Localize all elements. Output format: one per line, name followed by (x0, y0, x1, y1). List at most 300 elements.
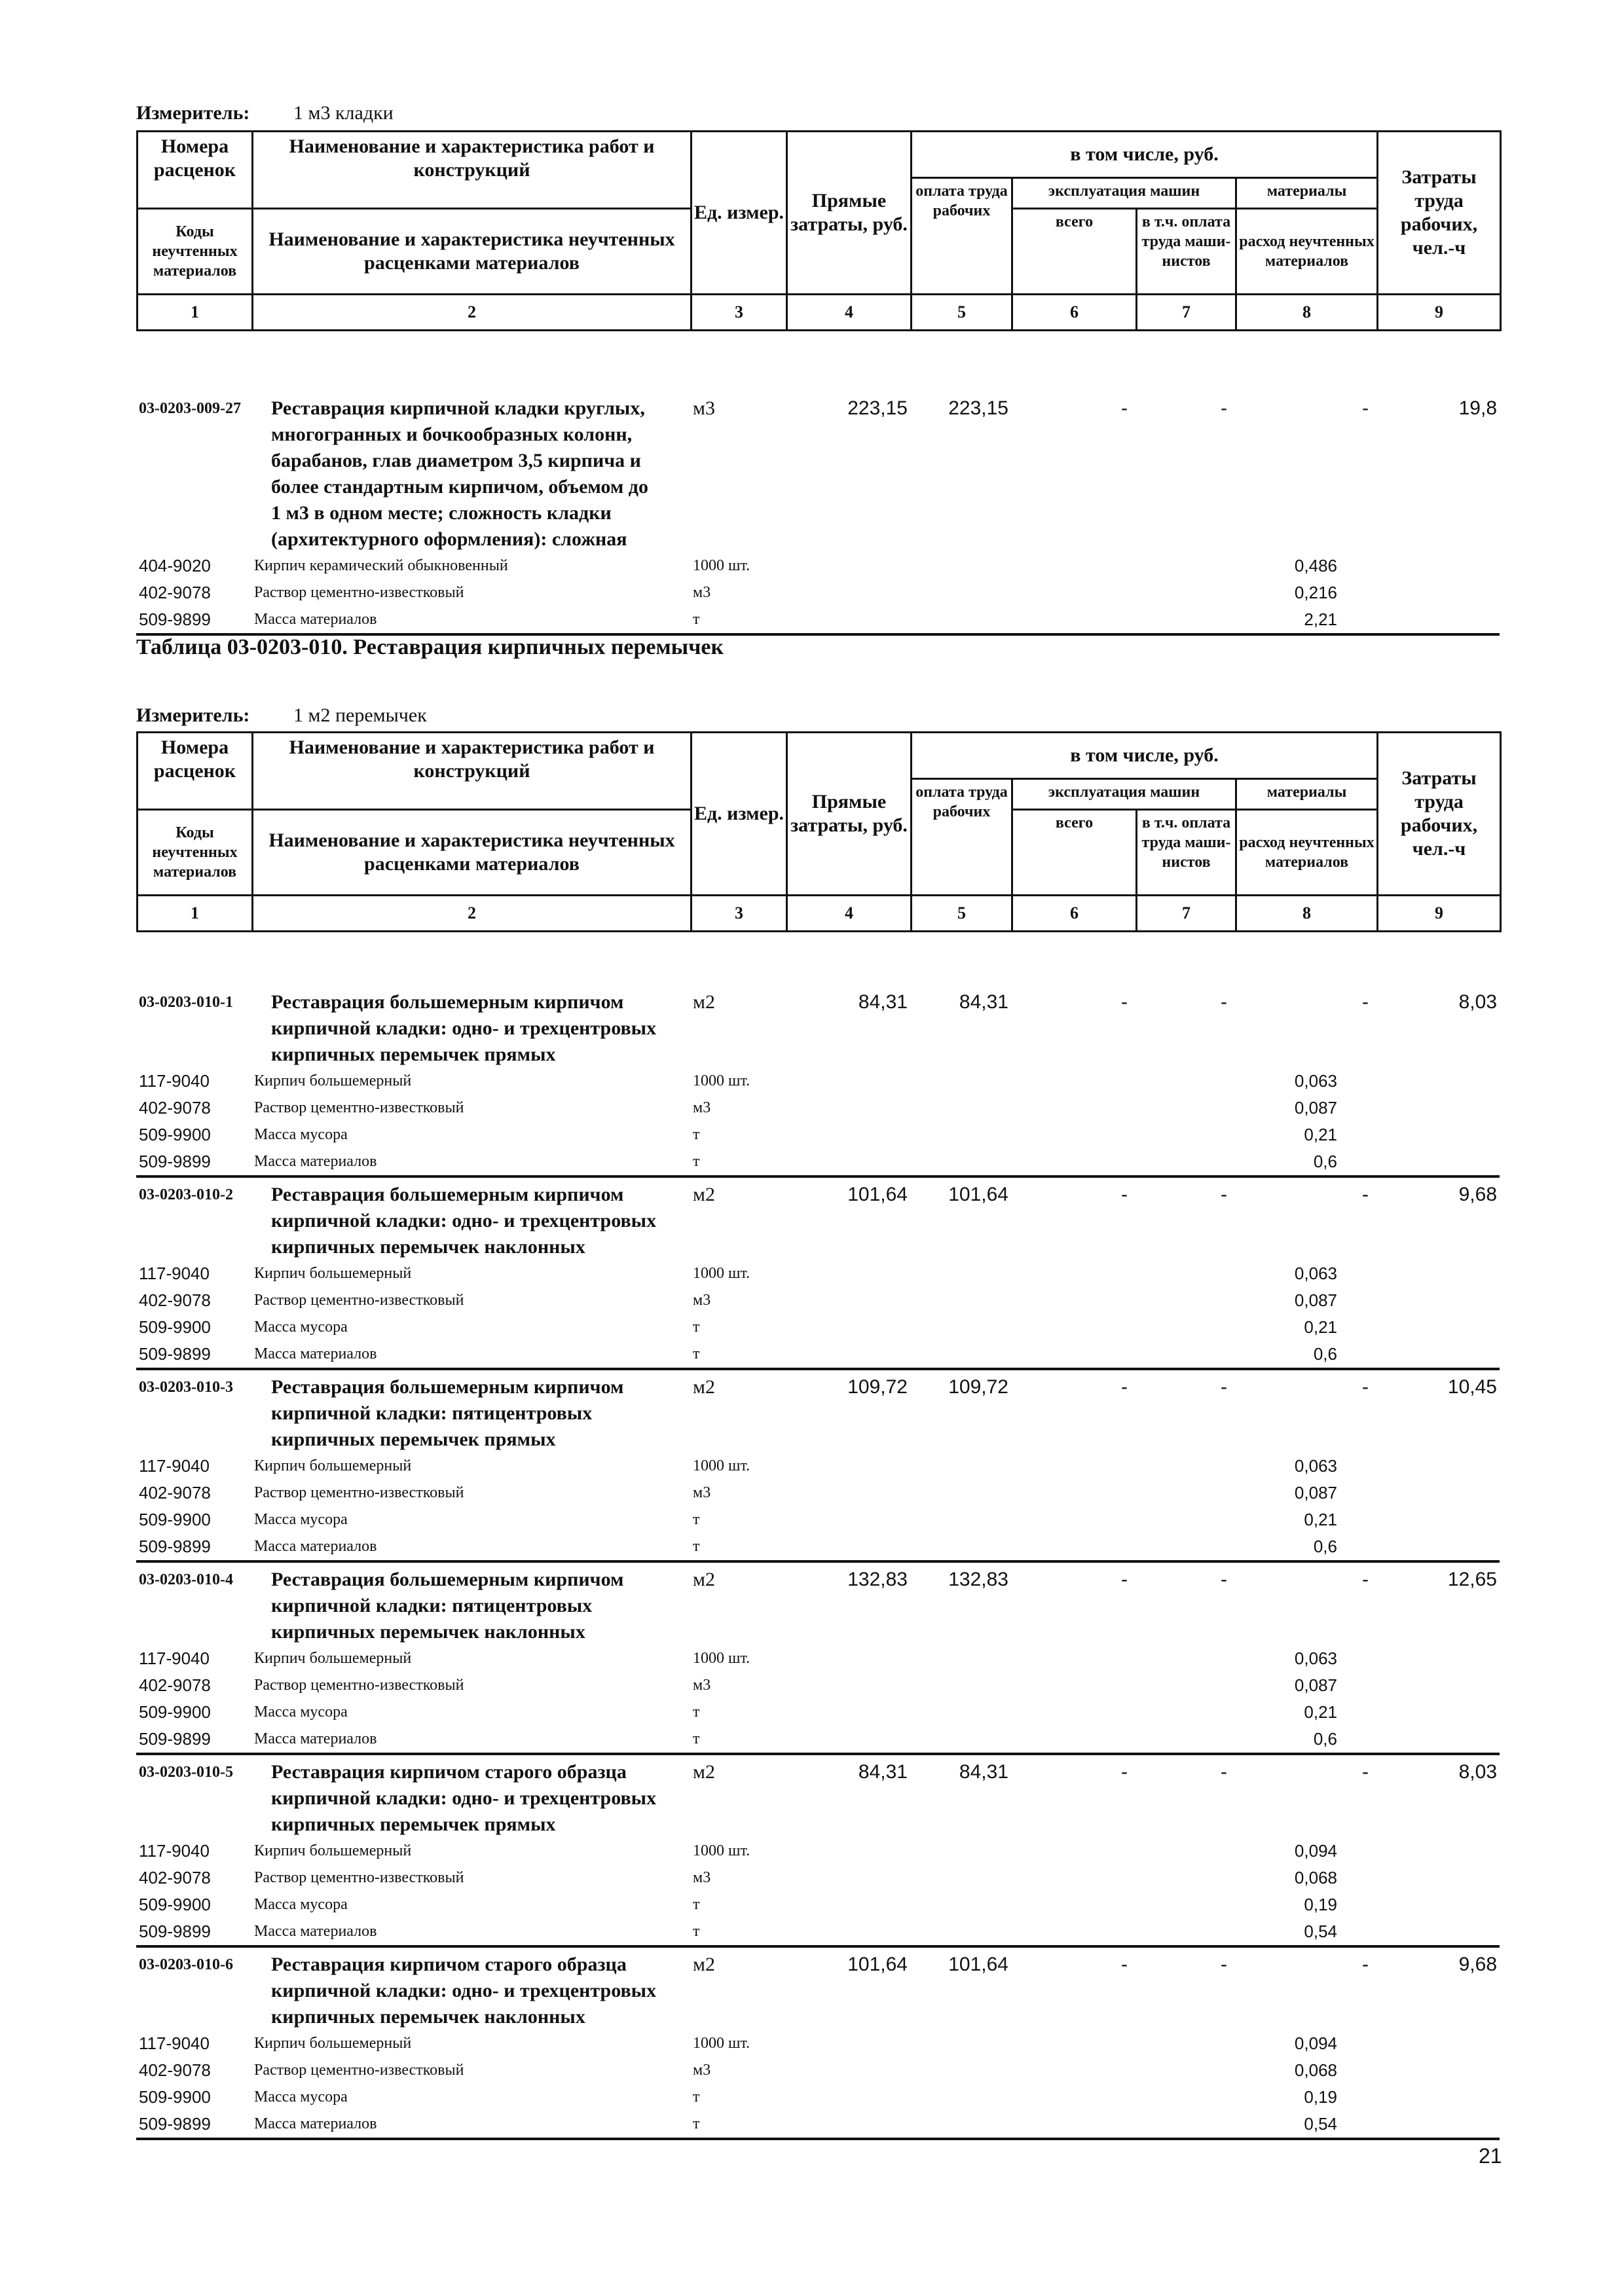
empty-cell (786, 1480, 910, 1506)
machines-total: - (1121, 1954, 1128, 1975)
header-codes: Коды неучтенных материалов (138, 810, 253, 896)
empty-cell (786, 553, 910, 579)
unit: м2 (693, 1761, 715, 1783)
material-code: 117-9040 (139, 1649, 210, 1668)
empty-cell (910, 553, 1011, 579)
material-name: Масса материалов (254, 2115, 377, 2132)
material-row (136, 2111, 1500, 2139)
empty-cell (1376, 1260, 1500, 1287)
empty-cell (786, 2111, 910, 2139)
unit: м2 (693, 1954, 715, 1975)
material-row (136, 1287, 1500, 1314)
table-row (136, 985, 1500, 1068)
empty-cell (910, 1095, 1011, 1121)
material-code: 117-9040 (139, 1456, 210, 1476)
material-row (136, 1068, 1500, 1095)
material-row (136, 1341, 1500, 1369)
empty-cell (786, 1314, 910, 1341)
material-unit: м3 (693, 1869, 711, 1886)
empty-cell (1011, 553, 1135, 579)
material-name: Масса мусора (254, 1126, 348, 1143)
column-number: 5 (912, 295, 1012, 331)
material-quantity: 0,068 (1294, 2060, 1337, 2080)
empty-cell (1376, 1918, 1500, 1946)
empty-cell (1135, 1287, 1235, 1314)
empty-cell (1011, 1726, 1135, 1754)
header-including: в том числе, руб. (912, 733, 1378, 779)
material-unit: м3 (693, 1484, 711, 1501)
work-name: Реставрация кирпичом старого образца кирпичной кладки: одно- и трехцентровых кирпичных перемычек наклонных (271, 1954, 657, 2028)
material-quantity: 0,087 (1294, 1290, 1337, 1310)
material-name: Кирпич большемерный (254, 1457, 412, 1474)
material-unit: м3 (693, 584, 711, 601)
empty-cell (1135, 579, 1235, 606)
empty-cell (1011, 1068, 1135, 1095)
material-unit: т (693, 1511, 700, 1528)
header-unit: Ед. измер. (692, 132, 787, 295)
material-name: Раствор цементно-известковый (254, 1677, 464, 1694)
material-unit: т (693, 1126, 700, 1143)
material-code: 117-9040 (139, 1264, 210, 1283)
material-row (136, 1260, 1500, 1287)
direct-costs: 101,64 (847, 1184, 908, 1205)
material-quantity: 0,6 (1313, 1537, 1337, 1556)
material-code: 509-9899 (139, 1152, 211, 1171)
material-quantity: 0,21 (1304, 1317, 1337, 1337)
rate-code: 03-0203-010-4 (139, 1571, 233, 1588)
material-code: 402-9078 (139, 1675, 211, 1695)
empty-cell (910, 1891, 1011, 1918)
material-name: Раствор цементно-известковый (254, 1292, 464, 1309)
empty-cell (1011, 1838, 1135, 1865)
material-name: Раствор цементно-известковый (254, 1869, 464, 1886)
meter-value: 1 м2 перемычек (293, 704, 427, 726)
table-header (136, 130, 1502, 331)
empty-cell (1135, 1314, 1235, 1341)
table-header (136, 731, 1502, 932)
machines-total: - (1121, 1761, 1128, 1783)
material-row (136, 1314, 1500, 1341)
workers-pay: 101,64 (948, 1954, 1008, 1975)
material-code: 404-9020 (139, 556, 211, 575)
header-direct-costs: Прямые затраты, руб. (787, 132, 912, 295)
material-unit: м3 (693, 2062, 711, 2079)
empty-cell (910, 579, 1011, 606)
empty-cell (1135, 2111, 1235, 2139)
empty-cell (1376, 1068, 1500, 1095)
empty-cell (1011, 1918, 1135, 1946)
empty-cell (1376, 1453, 1500, 1480)
material-unit: 1000 шт. (693, 1457, 750, 1474)
work-name: Реставрация большемерным кирпичом кирпичной кладки: пятицентровых кирпичных перемычек наклонных (271, 1569, 624, 1643)
empty-cell (1135, 1645, 1235, 1672)
material-quantity: 0,087 (1294, 1098, 1337, 1118)
empty-cell (1376, 1121, 1500, 1148)
workers-pay: 223,15 (948, 397, 1008, 419)
meter-line-2 (136, 704, 427, 727)
empty-cell (910, 1314, 1011, 1341)
column-number: 1 (138, 896, 253, 932)
machinist-pay: - (1221, 1184, 1227, 1205)
data-table (136, 392, 1500, 636)
empty-cell (1011, 1453, 1135, 1480)
empty-cell (1011, 1260, 1135, 1287)
machines-total: - (1121, 1569, 1128, 1590)
work-name: Реставрация большемерным кирпичом кирпичной кладки: одно- и трехцентровых кирпичных перемычек наклонных (271, 1184, 657, 1258)
row-separator (136, 634, 1500, 636)
empty-cell (1135, 1699, 1235, 1726)
column-number: 4 (787, 896, 912, 932)
header-machines-total: всего (1012, 209, 1137, 295)
material-unit: т (693, 1319, 700, 1336)
empty-cell (786, 1726, 910, 1754)
empty-cell (1011, 1095, 1135, 1121)
empty-cell (786, 1287, 910, 1314)
empty-cell (786, 2084, 910, 2111)
empty-cell (1376, 1645, 1500, 1672)
empty-cell (1135, 1480, 1235, 1506)
header-workers-pay: оплата труда рабочих (912, 178, 1012, 295)
material-name: Кирпич большемерный (254, 1650, 412, 1667)
empty-cell (1135, 2057, 1235, 2084)
material-name: Масса мусора (254, 1319, 348, 1336)
material-name: Раствор цементно-известковый (254, 1099, 464, 1116)
empty-cell (1011, 2084, 1135, 2111)
empty-cell (786, 1260, 910, 1287)
column-number: 3 (692, 896, 787, 932)
material-quantity: 0,6 (1313, 1344, 1337, 1364)
material-code: 509-9899 (139, 1729, 211, 1749)
material-row (136, 606, 1500, 634)
row-separator (136, 2139, 1500, 2140)
material-code: 117-9040 (139, 1071, 210, 1091)
material-unit: 1000 шт. (693, 1650, 750, 1667)
workers-pay: 101,64 (948, 1184, 1008, 1205)
empty-cell (1011, 1645, 1135, 1672)
material-code: 402-9078 (139, 583, 211, 602)
workers-pay: 109,72 (948, 1376, 1008, 1398)
empty-cell (1135, 553, 1235, 579)
empty-cell (1011, 1533, 1135, 1561)
empty-cell (1011, 1287, 1135, 1314)
empty-cell (1011, 1891, 1135, 1918)
machines-total: - (1121, 1184, 1128, 1205)
material-quantity: 0,19 (1304, 1895, 1337, 1914)
unit: м2 (693, 1184, 715, 1205)
material-code: 509-9899 (139, 1537, 211, 1556)
rate-code: 03-0203-010-2 (139, 1186, 233, 1203)
empty-cell (1376, 2084, 1500, 2111)
separator-line (136, 634, 1500, 636)
empty-cell (910, 1453, 1011, 1480)
material-quantity: 0,54 (1304, 2114, 1337, 2134)
direct-costs: 132,83 (847, 1569, 908, 1590)
empty-cell (1376, 1480, 1500, 1506)
material-row (136, 1453, 1500, 1480)
table-row (136, 1178, 1500, 1260)
material-quantity: 0,068 (1294, 1868, 1337, 1887)
material-name: Раствор цементно-известковый (254, 1484, 464, 1501)
header-num-rates: Номера расценок (138, 733, 253, 810)
empty-cell (1376, 1314, 1500, 1341)
unit: м2 (693, 1569, 715, 1590)
header-machinist-pay: в т.ч. оплата труда маши-нистов (1137, 209, 1236, 295)
material-code: 117-9040 (139, 2033, 210, 2053)
empty-cell (1135, 1533, 1235, 1561)
material-row (136, 579, 1500, 606)
empty-cell (1376, 1341, 1500, 1369)
header-workers-pay: оплата труда рабочих (912, 779, 1012, 896)
machinist-pay: - (1221, 1569, 1227, 1590)
empty-cell (1376, 1672, 1500, 1699)
empty-cell (1011, 1865, 1135, 1891)
empty-cell (910, 1341, 1011, 1369)
labor-costs: 19,8 (1458, 397, 1497, 419)
material-code: 402-9078 (139, 1483, 211, 1503)
column-number: 9 (1378, 295, 1501, 331)
material-row (136, 1891, 1500, 1918)
column-number: 5 (912, 896, 1012, 932)
table-title: Таблица 03-0203-010. Реставрация кирпичных перемычек (136, 635, 724, 659)
material-quantity: 0,21 (1304, 1125, 1337, 1144)
materials-cost: - (1362, 991, 1369, 1013)
material-unit: м3 (693, 1677, 711, 1694)
material-unit: т (693, 1704, 700, 1721)
empty-cell (786, 2030, 910, 2057)
materials-cost: - (1362, 1376, 1369, 1398)
empty-cell (910, 2057, 1011, 2084)
material-unit: т (693, 1896, 700, 1913)
material-name: Масса материалов (254, 1153, 377, 1170)
material-code: 509-9899 (139, 2114, 211, 2134)
empty-cell (910, 1506, 1011, 1533)
rate-code: 03-0203-010-3 (139, 1379, 233, 1396)
empty-cell (910, 1533, 1011, 1561)
empty-cell (1135, 1672, 1235, 1699)
material-quantity: 0,087 (1294, 1483, 1337, 1503)
material-name: Масса материалов (254, 1923, 377, 1940)
materials-cost: - (1362, 397, 1369, 419)
empty-cell (1011, 1480, 1135, 1506)
table-row (136, 392, 1500, 553)
empty-cell (1135, 1891, 1235, 1918)
material-unit: 1000 шт. (693, 557, 750, 574)
empty-cell (1376, 1699, 1500, 1726)
unit: м3 (693, 397, 715, 419)
empty-cell (910, 1287, 1011, 1314)
header-machines: эксплуатация машин (1012, 178, 1236, 209)
empty-cell (910, 606, 1011, 634)
machinist-pay: - (1221, 991, 1227, 1013)
material-code: 402-9078 (139, 2060, 211, 2080)
empty-cell (786, 1838, 910, 1865)
material-row (136, 1148, 1500, 1176)
empty-cell (1135, 1453, 1235, 1480)
material-quantity: 0,063 (1294, 1649, 1337, 1668)
material-quantity: 2,21 (1304, 610, 1337, 629)
work-name: Реставрация кирпичом старого образца кирпичной кладки: одно- и трехцентровых кирпичных перемычек прямых (271, 1761, 657, 1835)
material-name: Масса материалов (254, 1345, 377, 1362)
header-codes: Коды неучтенных материалов (138, 209, 253, 295)
column-number: 9 (1378, 896, 1501, 932)
material-unit: т (693, 1923, 700, 1940)
header-including: в том числе, руб. (912, 132, 1378, 178)
empty-cell (1135, 606, 1235, 634)
material-code: 402-9078 (139, 1290, 211, 1310)
machines-total: - (1121, 1376, 1128, 1398)
column-number: 1 (138, 295, 253, 331)
column-number: 7 (1137, 295, 1236, 331)
material-name: Масса мусора (254, 1896, 348, 1913)
material-unit: 1000 шт. (693, 2035, 750, 2052)
material-name: Кирпич большемерный (254, 2035, 412, 2052)
empty-cell (1011, 606, 1135, 634)
empty-cell (786, 579, 910, 606)
empty-cell (1135, 1148, 1235, 1176)
material-code: 509-9900 (139, 1895, 211, 1914)
column-number: 6 (1012, 295, 1137, 331)
column-number: 4 (787, 295, 912, 331)
material-quantity: 0,087 (1294, 1675, 1337, 1695)
material-unit: т (693, 1538, 700, 1555)
material-quantity: 0,094 (1294, 2033, 1337, 2053)
header-material-name: Наименование и характеристика неучтенных расценками материалов (253, 810, 692, 896)
labor-costs: 8,03 (1458, 991, 1497, 1013)
material-name: Раствор цементно-известковый (254, 584, 464, 601)
material-code: 509-9900 (139, 1510, 211, 1529)
meter-line-1 (136, 102, 394, 124)
empty-cell (786, 1095, 910, 1121)
empty-cell (1376, 579, 1500, 606)
empty-cell (786, 1533, 910, 1561)
header-num-rates: Номера расценок (138, 132, 253, 209)
material-quantity: 0,6 (1313, 1152, 1337, 1171)
material-code: 402-9078 (139, 1868, 211, 1887)
material-unit: т (693, 2088, 700, 2105)
empty-cell (786, 1891, 910, 1918)
empty-cell (786, 1672, 910, 1699)
direct-costs: 223,15 (847, 397, 908, 419)
header-labor-costs: Затраты труда рабочих, чел.-ч (1378, 733, 1501, 896)
material-code: 402-9078 (139, 1098, 211, 1118)
header-work-name: Наименование и характеристика работ и конструкций (253, 132, 692, 209)
rate-code: 03-0203-010-5 (139, 1764, 233, 1781)
material-code: 509-9900 (139, 1317, 211, 1337)
empty-cell (910, 1148, 1011, 1176)
column-number: 8 (1236, 896, 1378, 932)
material-unit: м3 (693, 1292, 711, 1309)
empty-cell (786, 1699, 910, 1726)
empty-cell (1011, 579, 1135, 606)
empty-cell (910, 1699, 1011, 1726)
material-code: 509-9900 (139, 1702, 211, 1722)
materials-cost: - (1362, 1184, 1369, 1205)
material-row (136, 1918, 1500, 1946)
header-material-name: Наименование и характеристика неучтенных расценками материалов (253, 209, 692, 295)
column-number: 3 (692, 295, 787, 331)
column-number: 6 (1012, 896, 1137, 932)
material-row (136, 1726, 1500, 1754)
material-row (136, 2057, 1500, 2084)
column-number: 2 (253, 896, 692, 932)
empty-cell (910, 1645, 1011, 1672)
empty-cell (1011, 1699, 1135, 1726)
empty-cell (1011, 1506, 1135, 1533)
empty-cell (1011, 1672, 1135, 1699)
workers-pay: 84,31 (959, 1761, 1008, 1783)
labor-costs: 8,03 (1458, 1761, 1497, 1783)
material-row (136, 1672, 1500, 1699)
material-row (136, 1699, 1500, 1726)
empty-cell (910, 1672, 1011, 1699)
empty-cell (1135, 1506, 1235, 1533)
empty-cell (1135, 1121, 1235, 1148)
material-quantity: 0,54 (1304, 1922, 1337, 1941)
empty-cell (1376, 1506, 1500, 1533)
empty-cell (786, 2057, 910, 2084)
material-name: Масса материалов (254, 1730, 377, 1747)
unit: м2 (693, 991, 715, 1013)
empty-cell (786, 1121, 910, 1148)
material-code: 509-9899 (139, 1922, 211, 1941)
empty-cell (1376, 1095, 1500, 1121)
work-name: Реставрация кирпичной кладки круглых, многогранных и бочкообразных колонн, барабанов, глав диаметром 3,5 кирпича и более стандартным кирпичом, объемом до 1 м3 в одном месте; сложность кладки (архитектурного оформления): сложная (271, 397, 648, 550)
material-quantity: 0,21 (1304, 1702, 1337, 1722)
material-name: Масса мусора (254, 1704, 348, 1721)
empty-cell (910, 1865, 1011, 1891)
empty-cell (1011, 2057, 1135, 2084)
column-number: 8 (1236, 295, 1378, 331)
column-number: 7 (1137, 896, 1236, 932)
material-row (136, 1480, 1500, 1506)
empty-cell (1135, 1865, 1235, 1891)
machinist-pay: - (1221, 1954, 1227, 1975)
empty-cell (910, 2111, 1011, 2139)
machines-total: - (1121, 397, 1128, 419)
material-code: 509-9900 (139, 2087, 211, 2107)
empty-cell (1135, 1726, 1235, 1754)
empty-cell (1376, 1148, 1500, 1176)
material-row (136, 1095, 1500, 1121)
empty-cell (786, 1341, 910, 1369)
direct-costs: 84,31 (858, 1761, 908, 1783)
material-unit: т (693, 1153, 700, 1170)
labor-costs: 9,68 (1458, 1184, 1497, 1205)
material-unit: 1000 шт. (693, 1072, 750, 1089)
empty-cell (1011, 1121, 1135, 1148)
empty-cell (910, 1838, 1011, 1865)
header-machinist-pay: в т.ч. оплата труда маши-нистов (1137, 810, 1236, 896)
header-unit: Ед. измер. (692, 733, 787, 896)
empty-cell (1376, 1533, 1500, 1561)
direct-costs: 101,64 (847, 1954, 908, 1975)
material-quantity: 0,094 (1294, 1841, 1337, 1861)
empty-cell (910, 1918, 1011, 1946)
empty-cell (786, 606, 910, 634)
labor-costs: 10,45 (1447, 1376, 1497, 1398)
empty-cell (910, 1121, 1011, 1148)
material-unit: 1000 шт. (693, 1265, 750, 1282)
rate-code: 03-0203-010-6 (139, 1956, 233, 1973)
material-quantity: 0,486 (1294, 556, 1337, 575)
materials-cost: - (1362, 1761, 1369, 1783)
header-labor-costs: Затраты труда рабочих, чел.-ч (1378, 132, 1501, 295)
material-quantity: 0,063 (1294, 1264, 1337, 1283)
empty-cell (786, 1645, 910, 1672)
material-row (136, 1645, 1500, 1672)
material-unit: 1000 шт. (693, 1842, 750, 1859)
meter-label: Измеритель: (136, 102, 250, 124)
